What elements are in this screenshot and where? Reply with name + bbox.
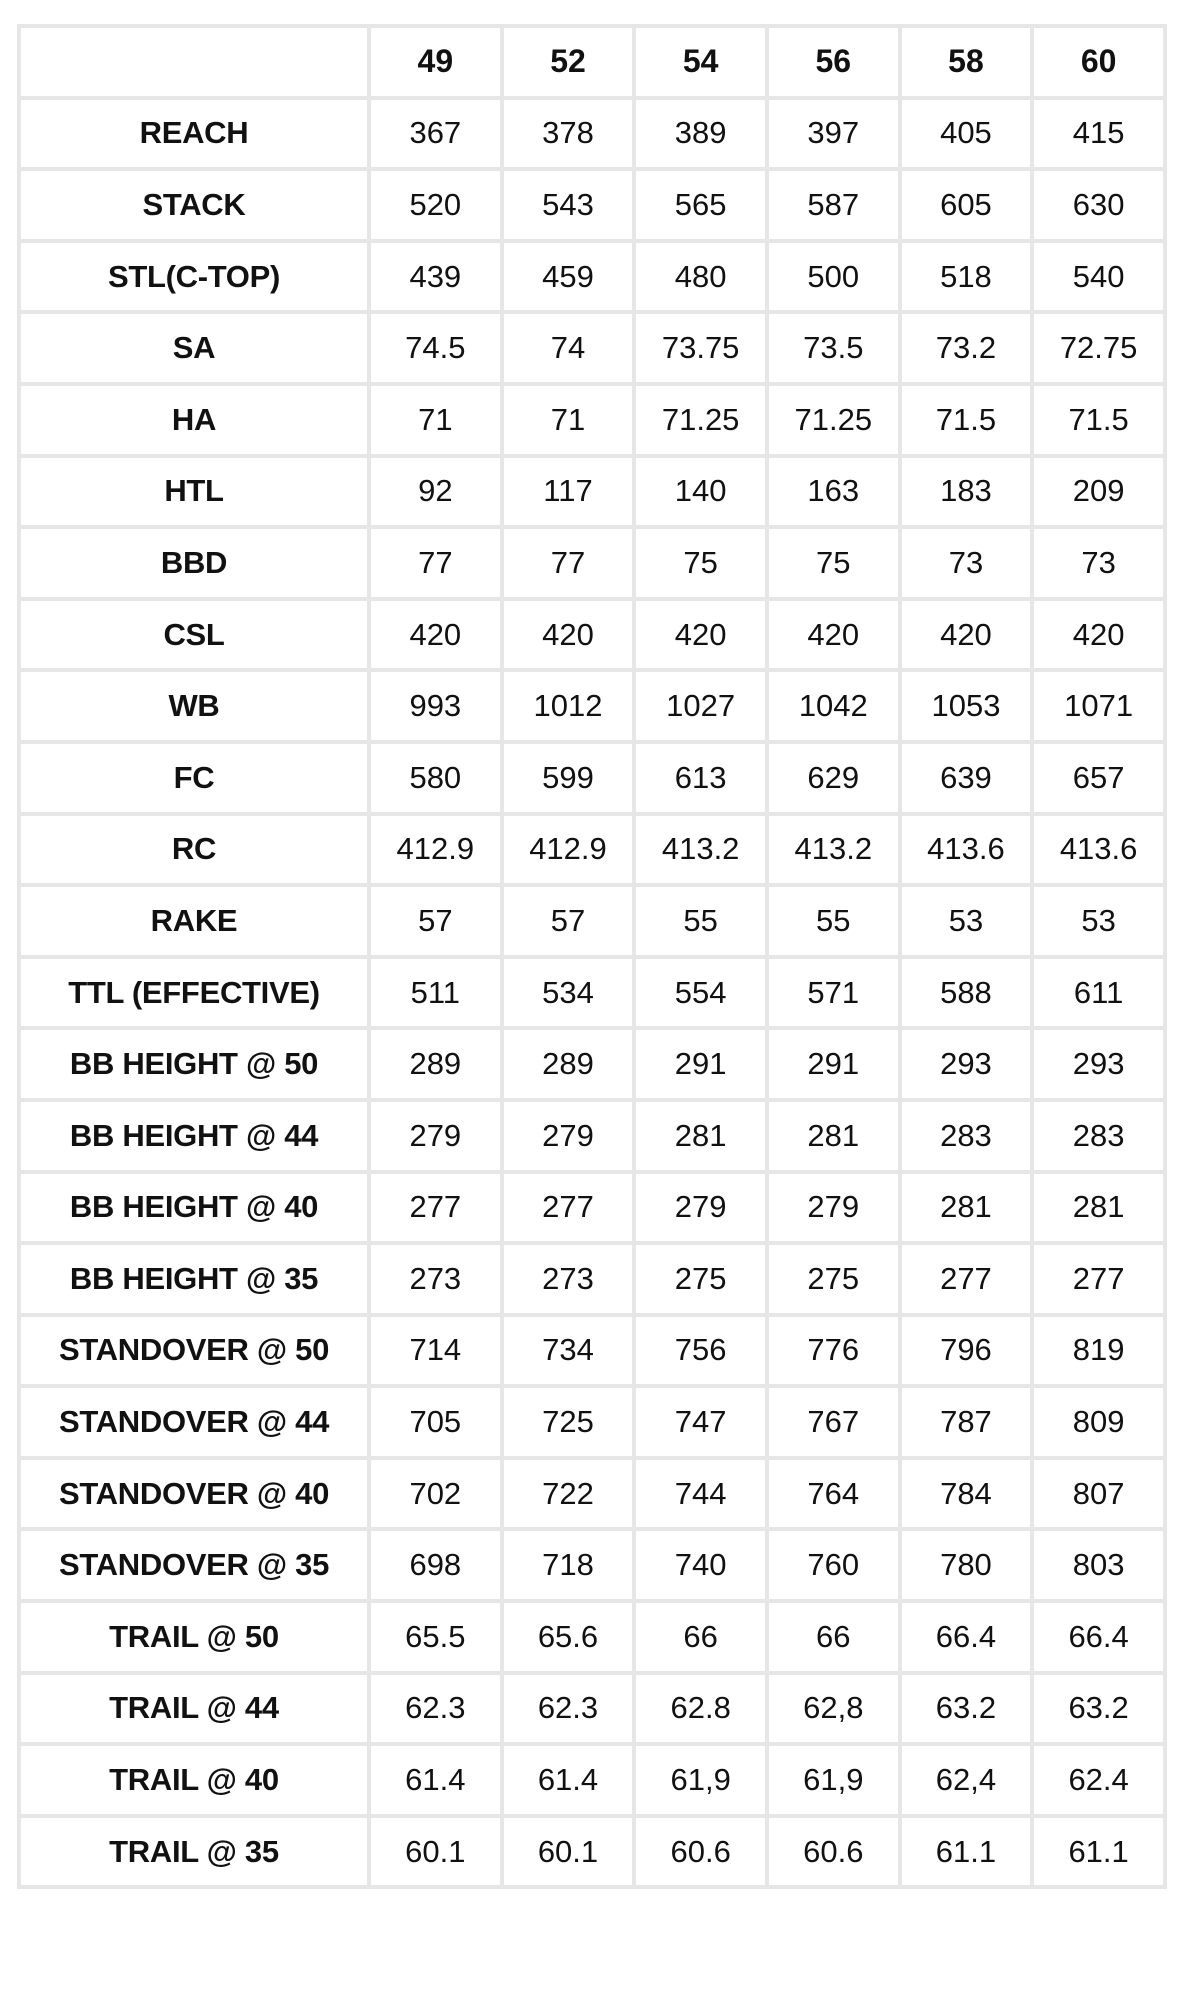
table-cell: 389 bbox=[634, 98, 767, 170]
table-cell: 62,8 bbox=[767, 1673, 900, 1745]
table-cell: 279 bbox=[502, 1100, 635, 1172]
table-row bbox=[19, 957, 1165, 1029]
table-cell: 277 bbox=[900, 1243, 1033, 1315]
table-cell: 796 bbox=[900, 1315, 1033, 1387]
table-cell: 277 bbox=[1032, 1243, 1165, 1315]
table-cell: 61.1 bbox=[900, 1816, 1033, 1888]
table-row bbox=[19, 1458, 1165, 1530]
row-label: RAKE bbox=[19, 885, 369, 957]
table-cell: 275 bbox=[634, 1243, 767, 1315]
table-cell: 588 bbox=[900, 957, 1033, 1029]
table-cell: 279 bbox=[767, 1172, 900, 1244]
table-cell: 77 bbox=[369, 527, 502, 599]
table-cell: 281 bbox=[767, 1100, 900, 1172]
table-cell: 698 bbox=[369, 1529, 502, 1601]
size-header-58: 58 bbox=[900, 26, 1033, 98]
table-cell: 75 bbox=[767, 527, 900, 599]
row-label: TRAIL @ 50 bbox=[19, 1601, 369, 1673]
table-cell: 283 bbox=[1032, 1100, 1165, 1172]
row-label: STANDOVER @ 50 bbox=[19, 1315, 369, 1387]
table-cell: 511 bbox=[369, 957, 502, 1029]
row-label: BB HEIGHT @ 35 bbox=[19, 1243, 369, 1315]
table-cell: 760 bbox=[767, 1529, 900, 1601]
table-cell: 61,9 bbox=[634, 1744, 767, 1816]
table-cell: 293 bbox=[1032, 1028, 1165, 1100]
table-cell: 57 bbox=[369, 885, 502, 957]
table-cell: 66 bbox=[634, 1601, 767, 1673]
table-cell: 57 bbox=[502, 885, 635, 957]
table-row bbox=[19, 1243, 1165, 1315]
table-cell: 413.2 bbox=[634, 814, 767, 886]
table-cell: 629 bbox=[767, 742, 900, 814]
table-cell: 55 bbox=[634, 885, 767, 957]
table-cell: 73 bbox=[900, 527, 1033, 599]
table-cell: 289 bbox=[369, 1028, 502, 1100]
row-label: WB bbox=[19, 670, 369, 742]
table-row bbox=[19, 742, 1165, 814]
table-cell: 587 bbox=[767, 169, 900, 241]
table-cell: 117 bbox=[502, 456, 635, 528]
table-cell: 480 bbox=[634, 241, 767, 313]
table-cell: 420 bbox=[767, 599, 900, 671]
corner-cell bbox=[19, 26, 369, 98]
table-row bbox=[19, 527, 1165, 599]
table-cell: 62.3 bbox=[502, 1673, 635, 1745]
table-cell: 420 bbox=[502, 599, 635, 671]
table-cell: 518 bbox=[900, 241, 1033, 313]
table-cell: 420 bbox=[369, 599, 502, 671]
table-cell: 413.2 bbox=[767, 814, 900, 886]
table-cell: 565 bbox=[634, 169, 767, 241]
table-cell: 412.9 bbox=[502, 814, 635, 886]
table-row bbox=[19, 885, 1165, 957]
table-cell: 73.5 bbox=[767, 312, 900, 384]
row-label: HA bbox=[19, 384, 369, 456]
table-cell: 722 bbox=[502, 1458, 635, 1530]
table-cell: 273 bbox=[502, 1243, 635, 1315]
table-cell: 73.2 bbox=[900, 312, 1033, 384]
size-header-49: 49 bbox=[369, 26, 502, 98]
table-cell: 62.3 bbox=[369, 1673, 502, 1745]
table-cell: 630 bbox=[1032, 169, 1165, 241]
table-cell: 520 bbox=[369, 169, 502, 241]
size-header-52: 52 bbox=[502, 26, 635, 98]
geometry-table bbox=[17, 24, 1167, 1889]
table-cell: 63.2 bbox=[900, 1673, 1033, 1745]
table-row bbox=[19, 312, 1165, 384]
table-row bbox=[19, 1673, 1165, 1745]
table-cell: 657 bbox=[1032, 742, 1165, 814]
size-header-60: 60 bbox=[1032, 26, 1165, 98]
table-cell: 725 bbox=[502, 1386, 635, 1458]
table-row bbox=[19, 1601, 1165, 1673]
table-cell: 1012 bbox=[502, 670, 635, 742]
table-cell: 819 bbox=[1032, 1315, 1165, 1387]
table-cell: 993 bbox=[369, 670, 502, 742]
table-cell: 1053 bbox=[900, 670, 1033, 742]
row-label: STACK bbox=[19, 169, 369, 241]
table-cell: 277 bbox=[502, 1172, 635, 1244]
row-label: REACH bbox=[19, 98, 369, 170]
row-label: TTL (EFFECTIVE) bbox=[19, 957, 369, 1029]
row-label: TRAIL @ 35 bbox=[19, 1816, 369, 1888]
table-cell: 776 bbox=[767, 1315, 900, 1387]
table-cell: 784 bbox=[900, 1458, 1033, 1530]
table-row bbox=[19, 241, 1165, 313]
table-cell: 140 bbox=[634, 456, 767, 528]
table-cell: 291 bbox=[767, 1028, 900, 1100]
table-cell: 53 bbox=[1032, 885, 1165, 957]
table-cell: 580 bbox=[369, 742, 502, 814]
table-row bbox=[19, 98, 1165, 170]
table-cell: 66.4 bbox=[900, 1601, 1033, 1673]
table-cell: 277 bbox=[369, 1172, 502, 1244]
table-cell: 787 bbox=[900, 1386, 1033, 1458]
table-cell: 283 bbox=[900, 1100, 1033, 1172]
table-row bbox=[19, 1744, 1165, 1816]
table-cell: 718 bbox=[502, 1529, 635, 1601]
table-cell: 413.6 bbox=[900, 814, 1033, 886]
table-cell: 60.6 bbox=[767, 1816, 900, 1888]
table-row bbox=[19, 1529, 1165, 1601]
size-header-54: 54 bbox=[634, 26, 767, 98]
row-label: TRAIL @ 40 bbox=[19, 1744, 369, 1816]
table-cell: 72.75 bbox=[1032, 312, 1165, 384]
table-cell: 61,9 bbox=[767, 1744, 900, 1816]
table-cell: 613 bbox=[634, 742, 767, 814]
table-cell: 764 bbox=[767, 1458, 900, 1530]
table-cell: 73.75 bbox=[634, 312, 767, 384]
table-cell: 281 bbox=[1032, 1172, 1165, 1244]
table-cell: 714 bbox=[369, 1315, 502, 1387]
table-row bbox=[19, 814, 1165, 886]
table-row bbox=[19, 670, 1165, 742]
table-cell: 756 bbox=[634, 1315, 767, 1387]
table-cell: 65.6 bbox=[502, 1601, 635, 1673]
table-cell: 74 bbox=[502, 312, 635, 384]
table-cell: 71.25 bbox=[767, 384, 900, 456]
table-cell: 459 bbox=[502, 241, 635, 313]
row-label: STL(C-TOP) bbox=[19, 241, 369, 313]
table-cell: 61.4 bbox=[502, 1744, 635, 1816]
row-label: BBD bbox=[19, 527, 369, 599]
table-row bbox=[19, 1100, 1165, 1172]
table-cell: 611 bbox=[1032, 957, 1165, 1029]
table-cell: 53 bbox=[900, 885, 1033, 957]
table-cell: 639 bbox=[900, 742, 1033, 814]
table-cell: 1027 bbox=[634, 670, 767, 742]
table-cell: 279 bbox=[369, 1100, 502, 1172]
table-row bbox=[19, 1386, 1165, 1458]
table-cell: 367 bbox=[369, 98, 502, 170]
table-cell: 60.1 bbox=[369, 1816, 502, 1888]
table-cell: 439 bbox=[369, 241, 502, 313]
table-cell: 289 bbox=[502, 1028, 635, 1100]
table-cell: 405 bbox=[900, 98, 1033, 170]
table-cell: 279 bbox=[634, 1172, 767, 1244]
table-cell: 747 bbox=[634, 1386, 767, 1458]
table-cell: 55 bbox=[767, 885, 900, 957]
table-cell: 74.5 bbox=[369, 312, 502, 384]
row-label: CSL bbox=[19, 599, 369, 671]
table-cell: 734 bbox=[502, 1315, 635, 1387]
table-cell: 163 bbox=[767, 456, 900, 528]
table-cell: 66 bbox=[767, 1601, 900, 1673]
table-cell: 291 bbox=[634, 1028, 767, 1100]
table-cell: 413.6 bbox=[1032, 814, 1165, 886]
table-cell: 92 bbox=[369, 456, 502, 528]
table-cell: 71 bbox=[369, 384, 502, 456]
table-cell: 420 bbox=[900, 599, 1033, 671]
table-cell: 780 bbox=[900, 1529, 1033, 1601]
table-cell: 183 bbox=[900, 456, 1033, 528]
table-cell: 412.9 bbox=[369, 814, 502, 886]
table-cell: 65.5 bbox=[369, 1601, 502, 1673]
table-cell: 378 bbox=[502, 98, 635, 170]
table-cell: 420 bbox=[1032, 599, 1165, 671]
row-label: RC bbox=[19, 814, 369, 886]
table-cell: 605 bbox=[900, 169, 1033, 241]
table-cell: 281 bbox=[634, 1100, 767, 1172]
table-row bbox=[19, 456, 1165, 528]
table-cell: 62.4 bbox=[1032, 1744, 1165, 1816]
table-cell: 281 bbox=[900, 1172, 1033, 1244]
table-cell: 62.8 bbox=[634, 1673, 767, 1745]
table-cell: 275 bbox=[767, 1243, 900, 1315]
table-row bbox=[19, 1172, 1165, 1244]
row-label: STANDOVER @ 40 bbox=[19, 1458, 369, 1530]
table-cell: 77 bbox=[502, 527, 635, 599]
table-cell: 66.4 bbox=[1032, 1601, 1165, 1673]
table-cell: 809 bbox=[1032, 1386, 1165, 1458]
table-cell: 554 bbox=[634, 957, 767, 1029]
table-cell: 415 bbox=[1032, 98, 1165, 170]
table-cell: 71.25 bbox=[634, 384, 767, 456]
table-body bbox=[19, 98, 1165, 1888]
table-cell: 705 bbox=[369, 1386, 502, 1458]
header-row bbox=[19, 26, 1165, 98]
table-cell: 543 bbox=[502, 169, 635, 241]
row-label: BB HEIGHT @ 50 bbox=[19, 1028, 369, 1100]
table-cell: 293 bbox=[900, 1028, 1033, 1100]
row-label: HTL bbox=[19, 456, 369, 528]
size-header-56: 56 bbox=[767, 26, 900, 98]
table-cell: 73 bbox=[1032, 527, 1165, 599]
table-cell: 740 bbox=[634, 1529, 767, 1601]
table-cell: 500 bbox=[767, 241, 900, 313]
table-cell: 1042 bbox=[767, 670, 900, 742]
table-row bbox=[19, 384, 1165, 456]
table-cell: 273 bbox=[369, 1243, 502, 1315]
table-cell: 702 bbox=[369, 1458, 502, 1530]
table-cell: 540 bbox=[1032, 241, 1165, 313]
table-cell: 63.2 bbox=[1032, 1673, 1165, 1745]
row-label: BB HEIGHT @ 40 bbox=[19, 1172, 369, 1244]
table-cell: 209 bbox=[1032, 456, 1165, 528]
table-cell: 571 bbox=[767, 957, 900, 1029]
row-label: TRAIL @ 44 bbox=[19, 1673, 369, 1745]
table-cell: 599 bbox=[502, 742, 635, 814]
row-label: FC bbox=[19, 742, 369, 814]
table-cell: 534 bbox=[502, 957, 635, 1029]
table-cell: 803 bbox=[1032, 1529, 1165, 1601]
table-cell: 75 bbox=[634, 527, 767, 599]
table-cell: 807 bbox=[1032, 1458, 1165, 1530]
table-cell: 62,4 bbox=[900, 1744, 1033, 1816]
table-row bbox=[19, 169, 1165, 241]
table-row bbox=[19, 1816, 1165, 1888]
table-cell: 61.4 bbox=[369, 1744, 502, 1816]
row-label: STANDOVER @ 35 bbox=[19, 1529, 369, 1601]
row-label: STANDOVER @ 44 bbox=[19, 1386, 369, 1458]
table-row bbox=[19, 599, 1165, 671]
table-cell: 744 bbox=[634, 1458, 767, 1530]
row-label: SA bbox=[19, 312, 369, 384]
table-cell: 60.6 bbox=[634, 1816, 767, 1888]
table-row bbox=[19, 1315, 1165, 1387]
table-cell: 71.5 bbox=[1032, 384, 1165, 456]
table-cell: 61.1 bbox=[1032, 1816, 1165, 1888]
table-cell: 1071 bbox=[1032, 670, 1165, 742]
table-row bbox=[19, 1028, 1165, 1100]
table-cell: 420 bbox=[634, 599, 767, 671]
table-cell: 60.1 bbox=[502, 1816, 635, 1888]
table-cell: 397 bbox=[767, 98, 900, 170]
row-label: BB HEIGHT @ 44 bbox=[19, 1100, 369, 1172]
table-cell: 767 bbox=[767, 1386, 900, 1458]
table-cell: 71.5 bbox=[900, 384, 1033, 456]
table-cell: 71 bbox=[502, 384, 635, 456]
